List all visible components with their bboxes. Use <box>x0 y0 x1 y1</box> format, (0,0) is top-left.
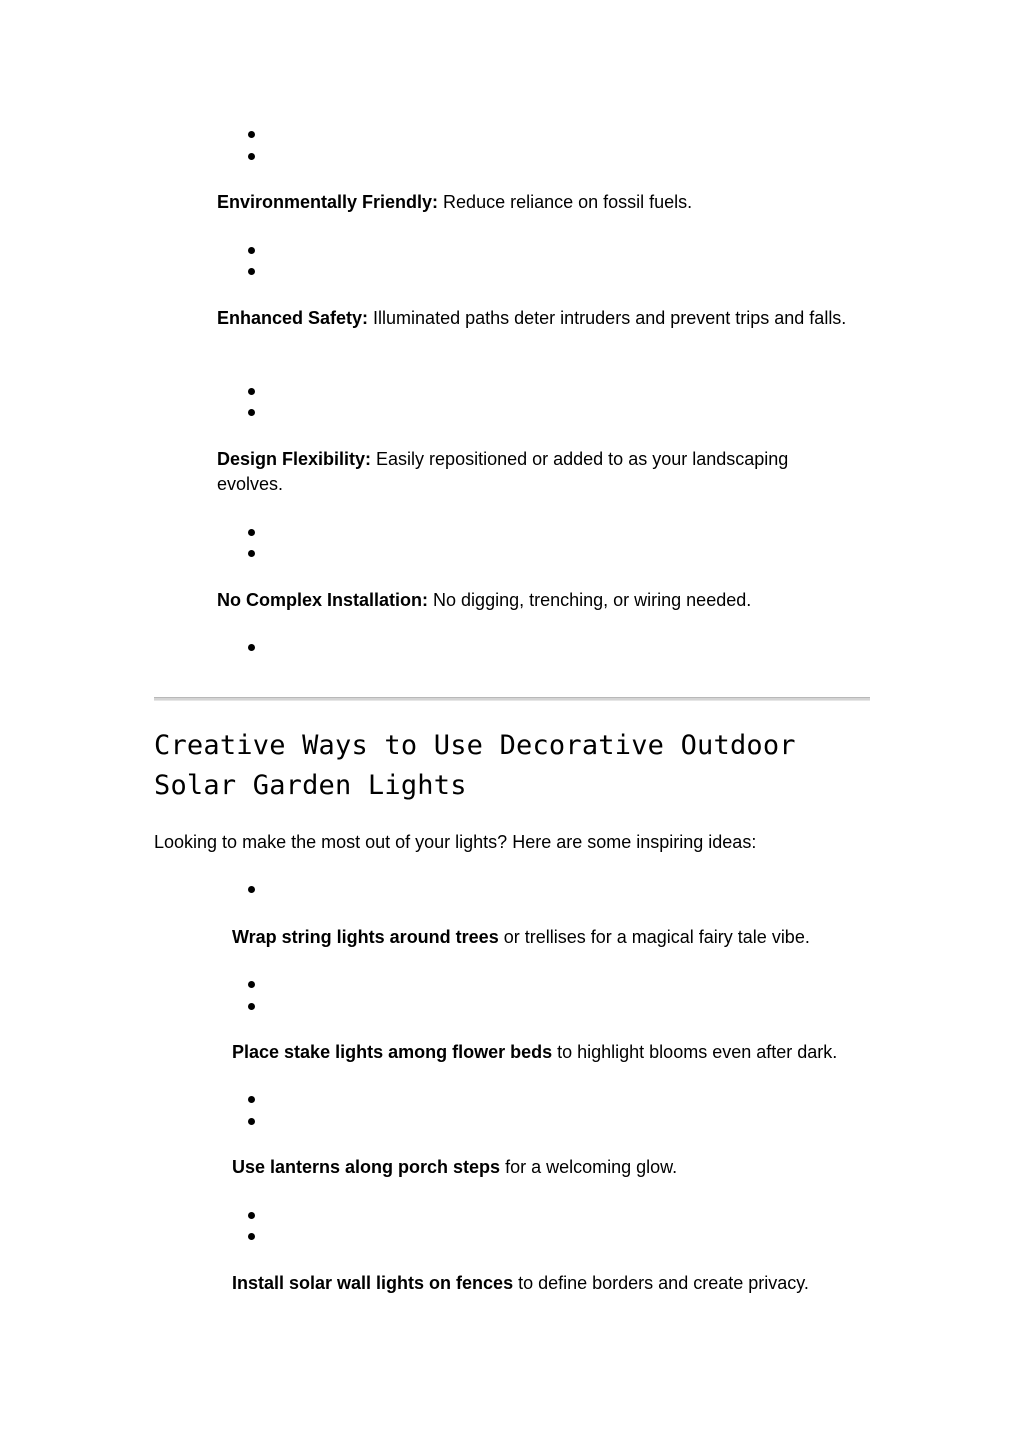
section-heading: Creative Ways to Use Decorative Outdoor Solar Garden Lights <box>154 730 796 801</box>
benefit-text: Reduce reliance on fossil fuels. <box>438 192 693 212</box>
section-intro: Looking to make the most out of your lights? Here are some inspiring ideas: <box>154 832 757 852</box>
list-bullet <box>248 247 255 254</box>
benefit-item <box>217 447 837 497</box>
list-bullet <box>248 1233 255 1240</box>
idea-term: Wrap string lights around trees <box>232 927 499 947</box>
list-bullet <box>248 268 255 275</box>
list-bullet <box>248 1212 255 1219</box>
benefit-text: Illuminated paths deter intruders and prevent trips and falls. <box>368 308 847 328</box>
list-bullet <box>248 409 255 416</box>
idea-item <box>232 1040 882 1065</box>
benefit-text: Easily repositioned or added to as your landscaping evolves. <box>217 449 789 494</box>
list-bullet <box>248 1118 255 1125</box>
benefit-item <box>217 588 867 613</box>
idea-text: or trellises for a magical fairy tale vibe. <box>498 927 810 947</box>
idea-text: to define borders and create privacy. <box>513 1273 809 1293</box>
idea-item <box>232 1271 882 1296</box>
idea-term: Place stake lights among flower beds <box>232 1042 553 1062</box>
idea-text: to highlight blooms even after dark. <box>552 1042 838 1062</box>
list-bullet <box>248 886 255 893</box>
list-bullet <box>248 1003 255 1010</box>
list-bullet <box>248 550 255 557</box>
list-bullet <box>248 153 255 160</box>
benefit-term: Environmentally Friendly: <box>217 192 439 212</box>
idea-item <box>232 925 882 950</box>
list-bullet <box>248 644 255 651</box>
benefit-item <box>217 190 867 215</box>
benefit-term: No Complex Installation: <box>217 590 429 610</box>
benefit-text: No digging, trenching, or wiring needed. <box>428 590 752 610</box>
idea-term: Install solar wall lights on fences <box>232 1273 514 1293</box>
horizontal-divider <box>154 697 870 701</box>
list-bullet <box>248 1096 255 1103</box>
benefit-term: Design Flexibility: <box>217 449 372 469</box>
list-bullet <box>248 131 255 138</box>
list-bullet <box>248 388 255 395</box>
idea-item <box>232 1155 882 1180</box>
list-bullet <box>248 981 255 988</box>
benefit-item <box>217 306 857 331</box>
idea-term: Use lanterns along porch steps <box>232 1157 501 1177</box>
list-bullet <box>248 529 255 536</box>
idea-text: for a welcoming glow. <box>500 1157 678 1177</box>
benefit-term: Enhanced Safety: <box>217 308 369 328</box>
